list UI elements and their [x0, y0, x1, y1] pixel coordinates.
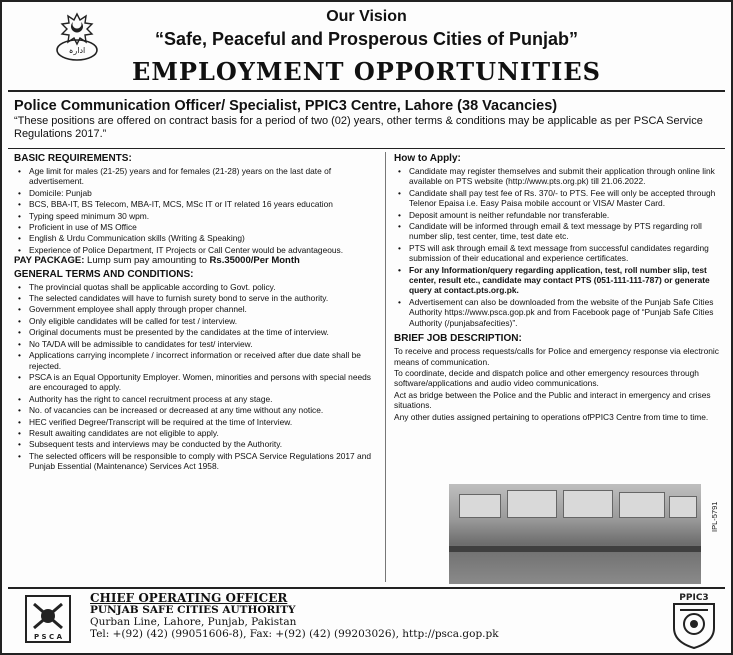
- photo-screen: [669, 496, 697, 518]
- list-item: • Deposit amount is neither refundable nor transferable.: [394, 210, 722, 220]
- list-item: • Age limit for males (21-25) years and for females (21-28) years on the last date of advertisement.: [14, 166, 376, 187]
- pay-package-text: Lump sum pay amounting to: [87, 255, 207, 267]
- list-item: • The selected candidates will have to furnish surety bond to serve in the authority.: [14, 293, 376, 303]
- photo-screen: [619, 492, 665, 518]
- list-item: • The provincial quotas shall be applicable according to Govt. policy.: [14, 282, 376, 292]
- how-to-apply-list: [394, 166, 722, 328]
- position-title: Police Communication Officer/ Specialist, PPIC3 Centre, Lahore (38 Vacancies): [14, 98, 558, 114]
- list-item: • HEC verified Degree/Transcript will be required at the time of Interview.: [14, 417, 376, 427]
- list-item: • The selected officers will be responsible to comply with PSCA Service Regulations 2017 and Punjab Essential (Maintenance) Services Act 1958.: [14, 451, 376, 472]
- list-item: • Candidate shall pay test fee of Rs. 370/- to PTS. Fee will only be accepted through Telenor Epaisa i.e. Easy Paisa mobile account or VISA/ Master Card.: [394, 188, 722, 209]
- footer-org: PUNJAB SAFE CITIES AUTHORITY: [90, 604, 296, 616]
- list-item: • Applications carrying incomplete / incorrect information or received after due date shall be rejected.: [14, 350, 376, 371]
- footer-address: Qurban Line, Lahore, Punjab, Pakistan: [90, 616, 297, 628]
- photo-desk: [449, 546, 701, 552]
- emblem-script: ادارہ: [68, 46, 86, 55]
- list-item: • No. of vacancies can be increased or decreased at any time without any notice.: [14, 405, 376, 415]
- footer-divider: [8, 587, 725, 589]
- list-item: • Typing speed minimum 30 wpm.: [14, 211, 376, 221]
- ppic3-logo-text: PPIC3: [679, 593, 709, 603]
- list-item: • Advertisement can also be downloaded from the website of the Punjab Safe Cities Authority https://www.psca.gop.pk and from Facebook page of “Punjab Safe Cities Authority (/punjabsafecities)”.: [394, 297, 722, 328]
- list-item: • Original documents must be presented by the candidates at the time of interview.: [14, 327, 376, 337]
- list-item: • Government employee shall apply through proper channel.: [14, 304, 376, 314]
- list-item: • For any Information/query regarding application, test, roll number slip, test center, result etc., candidate may contact PTS (051-111-111-787) or generate query at contact.pts.org.pk.: [394, 265, 722, 296]
- photo-screen: [507, 490, 557, 518]
- list-item: • English & Urdu Communication skills (Writing & Speaking): [14, 233, 376, 243]
- job-description-paragraph: To coordinate, decide and dispatch police and other emergency resources through software/applications and audio video communications.: [394, 367, 699, 389]
- brief-job-description-heading: BRIEF JOB DESCRIPTION:: [394, 333, 522, 345]
- list-item: • Experience of Police Department, IT Projects or Call Center would be advantageous.: [14, 245, 376, 255]
- vision-title: Our Vision: [326, 8, 407, 25]
- column-divider: [385, 152, 386, 582]
- list-item: • Proficient in use of MS Office: [14, 222, 376, 232]
- main-heading: EMPLOYMENT OPPORTUNITIES: [132, 57, 601, 86]
- basic-requirements-list: [14, 166, 376, 255]
- control-room-photo: [449, 484, 701, 584]
- footer-title: CHIEF OPERATING OFFICER: [90, 591, 288, 605]
- psca-logo-icon: [24, 594, 72, 644]
- section-divider: [8, 148, 725, 149]
- job-description-paragraph: Any other duties assigned pertaining to operations ofPPIC3 Centre from time to time.: [394, 411, 709, 422]
- general-terms-heading: GENERAL TERMS AND CONDITIONS:: [14, 268, 194, 280]
- footer-contact-line: Tel: +(92) (42) (99051606-8), Fax: +(92) (42) (99203026), http://psca.gop.pk: [90, 628, 499, 640]
- vision-text: “Safe, Peaceful and Prosperous Cities of Punjab”: [154, 29, 579, 49]
- list-item: • Only eligible candidates will be called for test / interview.: [14, 316, 376, 326]
- pay-package-amount: Rs.35000/Per Month: [209, 255, 300, 267]
- contract-note: “These positions are offered on contract basis for a period of two (02) years, other terms & conditions may be applicable as per PSCA Service Regulations 2017.”: [14, 115, 703, 140]
- list-item: • No TA/DA will be admissible to candidates for test/ interview.: [14, 339, 376, 349]
- list-item: • PTS will ask through email & text message from successful candidates regarding submission of their educational and experience certificates.: [394, 243, 722, 264]
- brief-job-description: [394, 346, 722, 422]
- list-item: • Candidate will be informed through email & text message by PTS regarding roll number slip, test center, time, test date etc.: [394, 221, 722, 242]
- photo-screen: [459, 494, 501, 518]
- job-description-paragraph: Act as bridge between the Police and the Public and interact in emergency and crises situations.: [394, 389, 711, 411]
- list-item: • Authority has the right to cancel recruitment process at any stage.: [14, 394, 376, 404]
- psca-logo-text: P S C A: [33, 633, 63, 641]
- photo-screen: [563, 490, 613, 518]
- ref-code: IPL-5791: [710, 501, 719, 532]
- how-to-apply-heading: How to Apply:: [394, 153, 461, 164]
- general-terms-list: [14, 282, 376, 472]
- list-item: • Result awaiting candidates are not eligible to apply.: [14, 428, 376, 438]
- ppic3-logo-icon: [666, 590, 722, 650]
- list-item: • Domicile: Punjab: [14, 188, 376, 198]
- job-description-paragraph: To receive and process requests/calls for Police and emergency response via electronic means of communication.: [394, 346, 719, 367]
- left-column: [14, 152, 376, 473]
- list-item: • BCS, BBA-IT, BS Telecom, MBA-IT, MCS, MSc IT or IT related 16 years education: [14, 199, 376, 209]
- right-column: [394, 152, 722, 423]
- pay-package-label: PAY PACKAGE:: [14, 255, 85, 267]
- header-divider: [8, 90, 725, 92]
- basic-requirements-heading: BASIC REQUIREMENTS:: [14, 153, 132, 164]
- list-item: • PSCA is an Equal Opportunity Employer. Women, minorities and persons with special needs are encouraged to apply.: [14, 372, 376, 393]
- list-item: • Candidate may register themselves and submit their application through online link available on PTS website (http://www.pts.org.pk) till 21.06.2022.: [394, 166, 722, 187]
- pay-package: [14, 256, 376, 266]
- footer-contact: [90, 592, 499, 640]
- list-item: • Subsequent tests and interviews may be conducted by the Authority.: [14, 439, 376, 449]
